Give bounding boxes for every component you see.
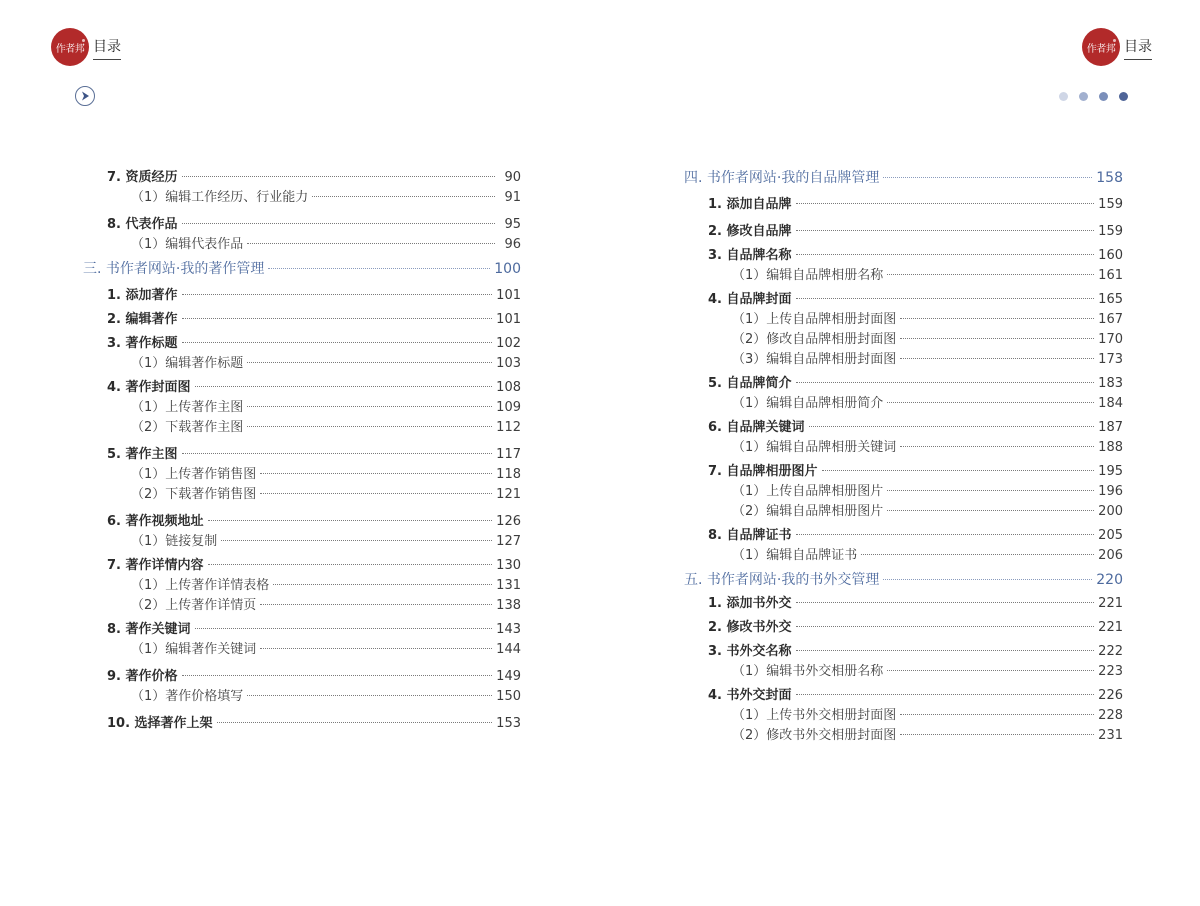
dot-leader [796, 534, 1095, 535]
toc-entry[interactable] [83, 620, 521, 640]
toc-page-number: 109 [496, 400, 521, 415]
toc-entry-title: 4. 著作封面图 [107, 380, 191, 395]
dot-leader [796, 298, 1095, 299]
toc-page-number: 159 [1098, 197, 1123, 212]
page-dot[interactable] [1099, 92, 1108, 101]
dot-leader [887, 670, 1094, 671]
dot-leader [809, 426, 1095, 427]
toc-entry-title: 8. 代表作品 [107, 217, 178, 232]
toc-entry-title: 5. 著作主图 [107, 447, 178, 462]
toc-entry-title: 四. 书作者网站·我的自品牌管理 [684, 170, 880, 186]
toc-page-number: 143 [496, 622, 521, 637]
toc-page-number: 150 [496, 689, 521, 704]
toc-entry[interactable] [684, 594, 1123, 614]
toc-entry[interactable] [684, 418, 1123, 438]
toc-subentry[interactable] [83, 532, 521, 552]
dot-leader [900, 338, 1094, 339]
toc-page-number: 170 [1098, 332, 1123, 347]
toc-entry-title: （1）编辑自品牌相册关键词 [732, 440, 897, 455]
toc-entry-title: （2）修改书外交相册封面图 [732, 728, 897, 743]
toc-page-number: 187 [1098, 420, 1123, 435]
toc-entry-title: 6. 著作视频地址 [107, 514, 204, 529]
toc-subentry[interactable] [83, 418, 521, 438]
toc-entry-title: 9. 著作价格 [107, 669, 178, 684]
toc-page-number: 103 [496, 356, 521, 371]
toc-subentry[interactable] [83, 354, 521, 374]
dot-leader [247, 426, 492, 427]
toc-entry[interactable] [83, 310, 521, 330]
toc-entry[interactable] [684, 686, 1123, 706]
toc-entry-title: 三. 书作者网站·我的著作管理 [83, 261, 265, 277]
toc-subentry[interactable] [684, 330, 1123, 350]
page-title: 目录 [1124, 39, 1152, 60]
toc-entry-title: 1. 添加书外交 [708, 596, 792, 611]
toc-subentry[interactable] [684, 350, 1123, 370]
toc-subentry[interactable] [83, 687, 521, 707]
toc-entry[interactable] [684, 246, 1123, 266]
dot-leader [796, 203, 1095, 204]
toc-page-number: 221 [1098, 596, 1123, 611]
toc-page-number: 195 [1098, 464, 1123, 479]
dot-leader [208, 564, 493, 565]
toc-subentry[interactable] [83, 235, 521, 255]
toc-entry-title: 五. 书作者网站·我的书外交管理 [684, 572, 880, 588]
toc-entry[interactable] [83, 512, 521, 532]
toc-page-number: 220 [1096, 572, 1123, 588]
toc-page-number: 158 [1096, 170, 1123, 186]
toc-entry-title: （1）编辑工作经历、行业能力 [131, 190, 309, 205]
brand-header-right [1082, 28, 1152, 66]
toc-page-number: 161 [1098, 268, 1123, 283]
toc-entry-title: 4. 书外交封面 [708, 688, 792, 703]
toc-page-number: 101 [496, 288, 521, 303]
toc-entry-title: （1）上传自品牌相册封面图 [732, 312, 897, 327]
toc-entry-title: 3. 书外交名称 [708, 644, 792, 659]
toc-entry-title: （2）上传著作详情页 [131, 598, 257, 613]
toc-subentry[interactable] [83, 596, 521, 616]
toc-subentry[interactable] [684, 482, 1123, 502]
toc-entry[interactable] [684, 195, 1123, 215]
dot-leader [260, 604, 492, 605]
toc-page-number: 228 [1098, 708, 1123, 723]
toc-page-number: 173 [1098, 352, 1123, 367]
toc-section[interactable] [83, 259, 521, 279]
dot-leader [796, 626, 1095, 627]
dot-leader [900, 734, 1094, 735]
dot-leader [217, 722, 493, 723]
toc-entry-title: （1）编辑自品牌证书 [732, 548, 858, 563]
toc-subentry[interactable] [684, 706, 1123, 726]
dot-leader [260, 493, 492, 494]
toc-page-number: 102 [496, 336, 521, 351]
dot-leader [247, 406, 492, 407]
toc-page-number: 167 [1098, 312, 1123, 327]
toc-entry-title: （3）编辑自品牌相册封面图 [732, 352, 897, 367]
toc-page-number: 183 [1098, 376, 1123, 391]
toc-subentry[interactable] [684, 266, 1123, 286]
dot-leader [268, 268, 490, 269]
toc-subentry[interactable] [684, 502, 1123, 522]
toc-entry-title: （1）上传著作主图 [131, 400, 244, 415]
toc-entry-title: 4. 自品牌封面 [708, 292, 792, 307]
dot-leader [260, 473, 492, 474]
dot-leader [182, 453, 493, 454]
toc-entry-title: 2. 编辑著作 [107, 312, 178, 327]
toc-entry-title: 3. 自品牌名称 [708, 248, 792, 263]
dot-leader [796, 650, 1095, 651]
toc-entry-title: （1）上传书外交相册封面图 [732, 708, 897, 723]
dot-leader [900, 358, 1094, 359]
toc-page-number: 90 [504, 170, 521, 185]
toc-entry-title: 6. 自品牌关键词 [708, 420, 805, 435]
toc-section[interactable] [684, 570, 1123, 590]
toc-page-number: 184 [1098, 396, 1123, 411]
dot-leader [208, 520, 493, 521]
dot-leader [796, 254, 1095, 255]
toc-entry-title: 10. 选择著作上架 [107, 716, 213, 731]
toc-page-number: 205 [1098, 528, 1123, 543]
toc-entry-title: （1）编辑著作标题 [131, 356, 244, 371]
toc-entry-title: 1. 添加著作 [107, 288, 178, 303]
dot-leader [796, 602, 1095, 603]
toc-page-number: 149 [496, 669, 521, 684]
toc-entry-title: （1）上传自品牌相册图片 [732, 484, 884, 499]
toc-entry[interactable] [83, 378, 521, 398]
toc-entry-title: 2. 修改书外交 [708, 620, 792, 635]
toc-entry-title: （2）编辑自品牌相册图片 [732, 504, 884, 519]
toc-entry-title: （2）下载著作主图 [131, 420, 244, 435]
toc-entry[interactable] [83, 334, 521, 354]
toc-entry-title: （1）著作价格填写 [131, 689, 244, 704]
toc-entry[interactable] [684, 374, 1123, 394]
toc-page-number: 96 [504, 237, 521, 252]
dot-leader [182, 176, 495, 177]
toc-page-number: 100 [494, 261, 521, 277]
dot-leader [195, 386, 493, 387]
toc-page-number: 108 [496, 380, 521, 395]
dot-leader [182, 318, 493, 319]
dot-leader [195, 628, 493, 629]
toc-column-left [83, 168, 521, 734]
toc-page-number: 221 [1098, 620, 1123, 635]
toc-entry-title: 7. 资质经历 [107, 170, 178, 185]
next-arrow-icon[interactable] [75, 86, 95, 106]
dot-leader [796, 694, 1095, 695]
toc-page-number: 118 [496, 467, 521, 482]
dot-leader [887, 490, 1094, 491]
toc-entry-title: （1）上传著作销售图 [131, 467, 257, 482]
dot-leader [883, 177, 1092, 178]
dot-leader [822, 470, 1095, 471]
toc-subentry[interactable] [684, 726, 1123, 746]
toc-page-number: 159 [1098, 224, 1123, 239]
toc-entry-title: （1）编辑书外交相册名称 [732, 664, 884, 679]
publisher-logo: 作者邦 [1082, 28, 1120, 66]
toc-entry-title: 7. 著作详情内容 [107, 558, 204, 573]
toc-page-number: 188 [1098, 440, 1123, 455]
dot-leader [260, 648, 492, 649]
toc-subentry[interactable] [83, 485, 521, 505]
toc-page-number: 121 [496, 487, 521, 502]
toc-entry[interactable] [83, 714, 521, 734]
toc-entry-title: （1）上传著作详情表格 [131, 578, 270, 593]
toc-subentry[interactable] [684, 546, 1123, 566]
toc-page-number: 206 [1098, 548, 1123, 563]
toc-entry-title: （1）编辑自品牌相册名称 [732, 268, 884, 283]
toc-page-number: 127 [496, 534, 521, 549]
toc-subentry[interactable] [83, 398, 521, 418]
toc-subentry[interactable] [684, 394, 1123, 414]
toc-page-number: 222 [1098, 644, 1123, 659]
dot-leader [312, 196, 495, 197]
toc-page-number: 91 [504, 190, 521, 205]
page-dot[interactable] [1119, 92, 1128, 101]
page-dot[interactable] [1079, 92, 1088, 101]
toc-entry[interactable] [83, 286, 521, 306]
dot-leader [247, 362, 492, 363]
toc-page-number: 131 [496, 578, 521, 593]
dot-leader [861, 554, 1094, 555]
toc-entry[interactable] [684, 290, 1123, 310]
dot-leader [221, 540, 492, 541]
dot-leader [247, 243, 495, 244]
dot-leader [887, 510, 1094, 511]
toc-page-number: 126 [496, 514, 521, 529]
brand-header-left [51, 28, 121, 66]
toc-page-number: 130 [496, 558, 521, 573]
toc-entry[interactable] [83, 445, 521, 465]
toc-entry[interactable] [684, 618, 1123, 638]
dot-leader [273, 584, 492, 585]
toc-page-number: 112 [496, 420, 521, 435]
toc-entry-title: 3. 著作标题 [107, 336, 178, 351]
toc-entry[interactable] [83, 168, 521, 188]
toc-page-number: 138 [496, 598, 521, 613]
toc-page-number: 231 [1098, 728, 1123, 743]
toc-page-number: 223 [1098, 664, 1123, 679]
toc-entry[interactable] [684, 462, 1123, 482]
toc-entry-title: 1. 添加自品牌 [708, 197, 792, 212]
toc-page-number: 144 [496, 642, 521, 657]
toc-subentry[interactable] [83, 640, 521, 660]
dot-leader [182, 675, 493, 676]
toc-subentry[interactable] [83, 465, 521, 485]
toc-page-number: 153 [496, 716, 521, 731]
toc-page-number: 95 [504, 217, 521, 232]
toc-entry[interactable] [684, 526, 1123, 546]
toc-entry[interactable] [684, 222, 1123, 242]
dot-leader [887, 402, 1094, 403]
toc-section[interactable] [684, 168, 1123, 188]
dot-leader [887, 274, 1094, 275]
toc-entry[interactable] [83, 667, 521, 687]
toc-entry[interactable] [83, 215, 521, 235]
dot-leader [796, 230, 1095, 231]
toc-page-number: 200 [1098, 504, 1123, 519]
toc-page-number: 196 [1098, 484, 1123, 499]
toc-subentry[interactable] [684, 662, 1123, 682]
toc-entry-title: （2）修改自品牌相册封面图 [732, 332, 897, 347]
toc-entry-title: 2. 修改自品牌 [708, 224, 792, 239]
toc-entry-title: （1）编辑著作关键词 [131, 642, 257, 657]
dot-leader [182, 342, 493, 343]
toc-entry-title: 8. 自品牌证书 [708, 528, 792, 543]
page-title: 目录 [93, 39, 121, 60]
publisher-logo: 作者邦 [51, 28, 89, 66]
dot-leader [796, 382, 1095, 383]
dot-leader [883, 579, 1092, 580]
dot-leader [900, 318, 1094, 319]
toc-entry[interactable] [83, 556, 521, 576]
page-dot[interactable] [1059, 92, 1068, 101]
page-indicator[interactable] [1059, 92, 1128, 101]
arrow-right-icon [79, 90, 91, 102]
toc-subentry[interactable] [684, 438, 1123, 458]
dot-leader [182, 223, 495, 224]
dot-leader [182, 294, 493, 295]
toc-page-number: 226 [1098, 688, 1123, 703]
dot-leader [900, 714, 1094, 715]
toc-subentry[interactable] [83, 188, 521, 208]
toc-column-right [684, 168, 1123, 746]
toc-entry-title: （1）链接复制 [131, 534, 218, 549]
toc-page-number: 165 [1098, 292, 1123, 307]
dot-leader [247, 695, 492, 696]
toc-entry-title: （2）下载著作销售图 [131, 487, 257, 502]
toc-page-number: 117 [496, 447, 521, 462]
toc-page-number: 160 [1098, 248, 1123, 263]
toc-subentry[interactable] [83, 576, 521, 596]
toc-entry-title: 5. 自品牌简介 [708, 376, 792, 391]
toc-page-number: 101 [496, 312, 521, 327]
toc-entry-title: （1）编辑代表作品 [131, 237, 244, 252]
toc-subentry[interactable] [684, 310, 1123, 330]
toc-entry-title: 7. 自品牌相册图片 [708, 464, 818, 479]
dot-leader [900, 446, 1094, 447]
toc-entry-title: （1）编辑自品牌相册简介 [732, 396, 884, 411]
toc-entry[interactable] [684, 642, 1123, 662]
toc-entry-title: 8. 著作关键词 [107, 622, 191, 637]
